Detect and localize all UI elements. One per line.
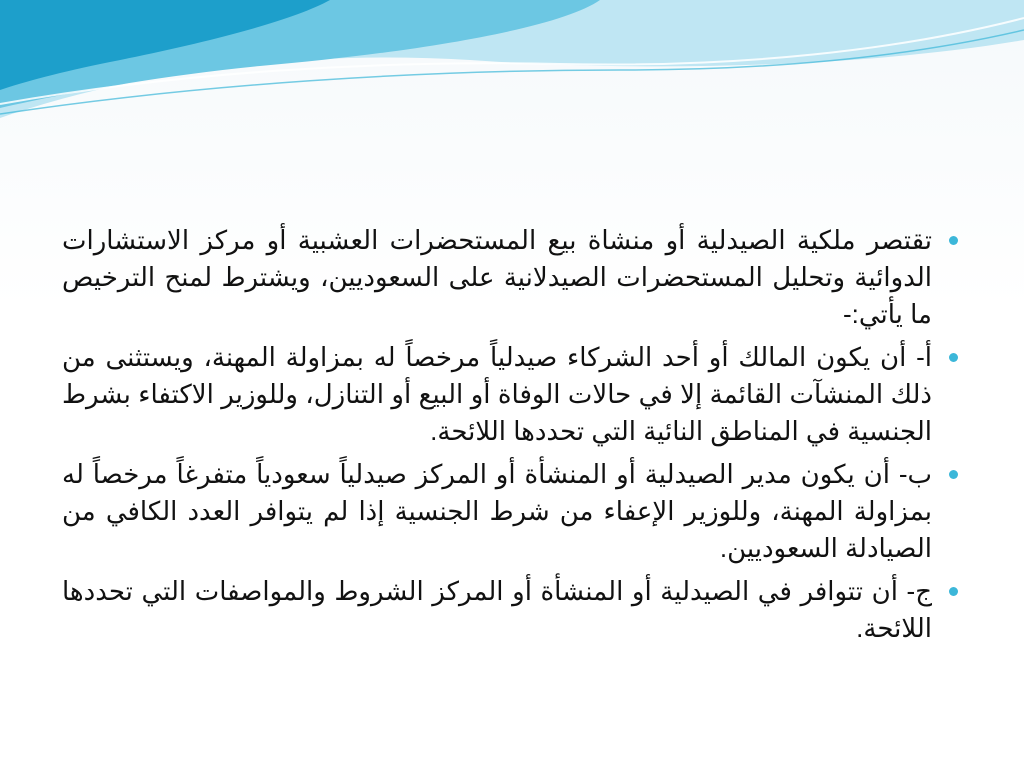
bullet-dot-icon <box>949 236 958 245</box>
header-wave-decoration <box>0 0 1024 130</box>
bullet-text: تقتصر ملكية الصيدلية أو منشاة بيع المستحضرات العشبية أو مركز الاستشارات الدوائية وتحليل المستحضرات الصيدلانية على السعوديين، ويشترط لمنح الترخيص ما يأتي:- <box>62 225 932 329</box>
bullet-item <box>62 573 964 647</box>
bullet-dot-icon <box>949 587 958 596</box>
bullet-dot-icon <box>949 470 958 479</box>
slide-body <box>62 222 964 653</box>
bullet-item <box>62 456 964 567</box>
bullet-dot-icon <box>949 353 958 362</box>
bullet-item <box>62 222 964 333</box>
bullet-item <box>62 339 964 450</box>
bullet-text: ب- أن يكون مدير الصيدلية أو المنشأة أو المركز صيدلياً سعودياً متفرغاً مرخصاً له بمزاولة المهنة، وللوزير الإعفاء من شرط الجنسية إذا لم يتوافر العدد الكافي من الصيادلة السعوديين. <box>62 459 932 563</box>
bullet-list <box>62 222 964 647</box>
bullet-text: ج- أن تتوافر في الصيدلية أو المنشأة أو المركز الشروط والمواصفات التي تحددها اللائحة. <box>62 576 932 643</box>
bullet-text: أ- أن يكون المالك أو أحد الشركاء صيدلياً مرخصاً له بمزاولة المهنة، ويستثنى من ذلك المنشآت القائمة إلا في حالات الوفاة أو البيع أو التنازل، وللوزير الاكتفاء بشرط الجنسية في المناطق النائية التي تحددها اللائحة. <box>62 342 932 446</box>
